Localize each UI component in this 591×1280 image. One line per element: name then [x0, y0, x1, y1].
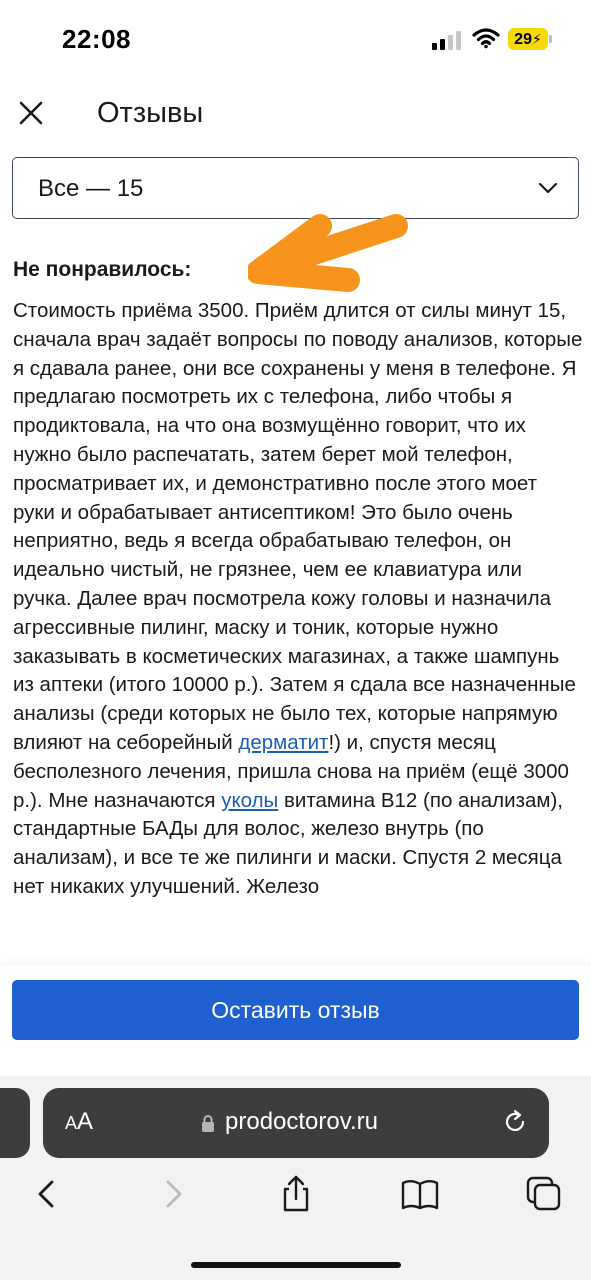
bookmarks-icon[interactable] — [400, 1174, 440, 1214]
text-size-button[interactable] — [65, 1108, 93, 1136]
close-icon[interactable] — [14, 96, 48, 130]
chevron-down-icon — [538, 180, 558, 196]
reload-icon[interactable] — [501, 1108, 529, 1136]
browser-toolbar — [0, 1174, 591, 1224]
share-icon[interactable] — [276, 1174, 316, 1214]
battery-level: 29 — [514, 31, 532, 48]
leave-review-button[interactable]: Оставить отзыв — [12, 980, 579, 1040]
review-text-part: витамина В12 (по анализам), стандартные БАДы для волос, железо внутрь (по анализам), и все те же пилинги и маски. Спустя 2 месяца нет никаких улучшений. Железо — [13, 788, 564, 898]
url-text: prodoctorov.ru — [225, 1108, 378, 1135]
review-text — [13, 297, 583, 967]
previous-tab-preview[interactable] — [0, 1088, 30, 1158]
forward-icon[interactable] — [152, 1174, 192, 1214]
browser-bottom-bar — [0, 1076, 591, 1280]
lock-icon — [201, 1114, 215, 1132]
page-title: Отзывы — [97, 97, 204, 129]
term-link-injections[interactable]: уколы — [221, 788, 279, 812]
page-header — [0, 80, 591, 150]
review-text-part: Стоимость приёма 3500. Приём длится от силы минут 15, сначала врач задаёт вопросы по поводу анализов, которые я сдавала ранее, они все сохранены у меня в телефоне. Я предлагаю посмотреть их с телефона, либо чтобы я продиктовала, на что она возмущённо говорит, что их нужно было распечатать, затем берет мой телефон, просматривает их, и демонстративно после этого моет руки и обрабатывает антисептиком! Это было очень неприятно, ведь я всегда обрабатываю телефон, он идеально чистый, не грязнее, чем ее клавиатура или ручка. Далее врач посмотрела кожу головы и назначила агрессивные пилинг, маску и тоник, которые нужно заказывать в косметических магазинах, а также шампунь из аптеки (итого 10000 р.). Затем я сдала все назначенные анализы (среди которых не было тех, которые напрямую влияют на себорейный — [13, 299, 583, 754]
battery-indicator — [508, 28, 548, 50]
home-indicator — [191, 1262, 401, 1268]
status-time: 22:08 — [62, 24, 131, 54]
tabs-icon[interactable] — [524, 1174, 564, 1214]
term-link-dermatitis[interactable]: дерматит — [238, 730, 329, 754]
address-bar[interactable] — [43, 1088, 549, 1158]
back-icon[interactable] — [28, 1174, 68, 1214]
review-section-title: Не понравилось: — [13, 258, 192, 281]
annotation-arrow — [248, 200, 413, 300]
filter-selected-value: Все — 15 — [38, 175, 144, 202]
cta-area — [0, 966, 591, 1076]
review-text-part: !) и, спустя месяц бесполезного лечения, пришла снова на приём (ещё 3000 р.). Мне назначаются — [13, 730, 569, 812]
cellular-signal-icon — [432, 30, 462, 50]
aa-big: A — [77, 1108, 94, 1135]
aa-small: A — [65, 1113, 78, 1133]
battery-tip — [549, 35, 552, 43]
charging-bolt-icon: ⚡ — [531, 31, 542, 47]
wifi-icon — [472, 27, 500, 49]
status-bar — [0, 0, 591, 80]
